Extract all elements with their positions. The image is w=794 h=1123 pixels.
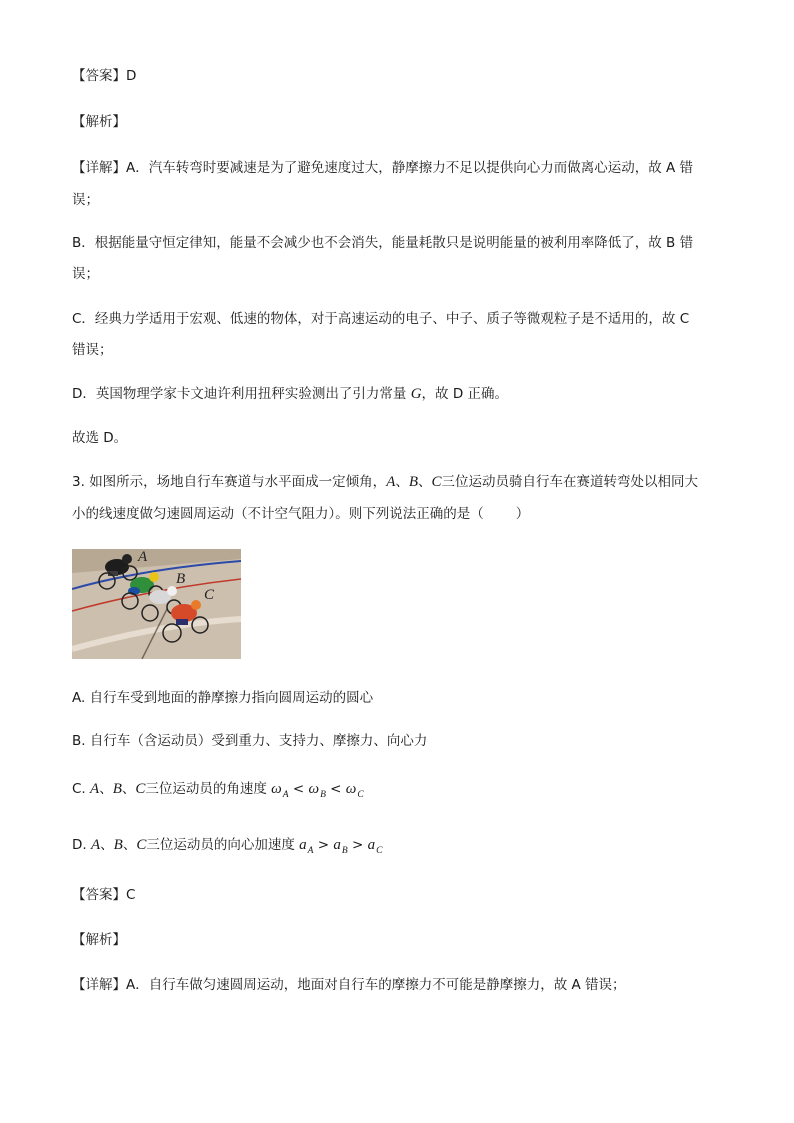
- detail-1-a-line-1: 【详解】A．汽车转弯时要减速是为了避免速度过大，静摩擦力不足以提供向心力而做离心运动，故 A 错: [72, 160, 694, 176]
- option-b: B. 自行车（含运动员）受到重力、支持力、摩擦力、向心力: [72, 733, 428, 749]
- option-c: C. A、B、C三位运动员的角速度 $\omega_A < \omega_B < \omega_C$: [72, 781, 364, 800]
- detail-1-d-line: D．英国物理学家卡文迪许利用扭秤实验测出了引力常量 G，故 D 正确。: [72, 386, 509, 402]
- detail-1-c-line-1: C．经典力学适用于宏观、低速的物体，对于高速运动的电子、中子、质子等微观粒子是不适用的，故 C: [72, 311, 690, 327]
- label-c: C: [204, 587, 215, 603]
- analysis-heading-2: 【解析】: [72, 932, 126, 948]
- question-3-line-2: 小的线速度做匀速圆周运动（不计空气阻力）。则下列说法正确的是（ ）: [72, 506, 530, 522]
- detail-1-a-line-2: 误；: [72, 192, 99, 208]
- option-d: D. A、B、C三位运动员的向心加速度 $a_A > a_B > a_C$: [72, 837, 383, 856]
- detail-1-conclusion: 故选 D。: [72, 430, 128, 446]
- label-a: A: [138, 549, 148, 565]
- detail-1-b-line-2: 误；: [72, 266, 99, 282]
- detail-1-b-line-1: B．根据能量守恒定律知，能量不会减少也不会消失，能量耗散只是说明能量的被利用率降低了，故 B 错: [72, 235, 694, 251]
- detail-1-c-line-2: 错误；: [72, 342, 113, 358]
- cyclists-photo: [72, 549, 241, 659]
- option-a: A. 自行车受到地面的静摩擦力指向圆周运动的圆心: [72, 690, 374, 706]
- question-3-line-1: 3. 如图所示，场地自行车赛道与水平面成一定倾角，A、B、C三位运动员骑自行车在赛道转弯处以相同大: [72, 474, 699, 490]
- detail-2-a-line: 【详解】A．自行车做匀速圆周运动，地面对自行车的摩擦力不可能是静摩擦力，故 A 错误；: [72, 977, 626, 993]
- cyclists-illustration: [72, 549, 241, 659]
- label-b: B: [176, 571, 186, 587]
- answer-2: 【答案】C: [72, 887, 136, 903]
- answer-1: 【答案】D: [72, 68, 137, 84]
- analysis-heading-1: 【解析】: [72, 114, 126, 130]
